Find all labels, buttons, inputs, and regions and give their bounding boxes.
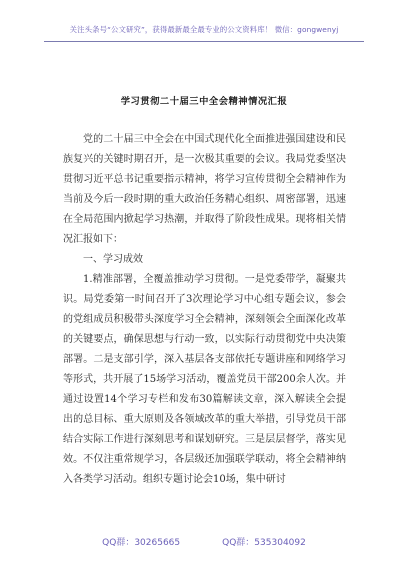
footer-contacts [0,535,408,548]
paragraph-point-1: 1.精准部署，全覆盖推动学习贯彻。一是党委带学，凝聚共识。局党委第一时间召开了3次理论学习中心组专题会议，参会的党组成员积极带头深度学习全会精神，深刻领会全面深化改革的关键要点，确保思想与行动一致，以实际行动贯彻党中央决策部署。二是支部引学，深入基层各支部依托专题讲座和网络学习等形式，共开展了15场学习活动，覆盖党员干部200余人次。并通过设置14个学习专栏和发布30篇解读文章，深入解读全会提出的总目标、重大原则及各领域改革的重大举措，引导党员干部结合实际工作进行深刻思考和谋划研究。三是层层督学，落实见效。不仅注重常规学习，各层级还加强联学联动，将全会精神纳入各类学习活动。组织专题讨论会10场，集中研讨 [63,274,346,485]
header-divider [44,41,364,42]
header-promo-banner: 关注头条号“公文研究”，获得最新最全最专业的公文资料库！ 微信：gongwenyj [69,25,339,34]
footer-qq-group-1: QQ群：30265665 [102,538,181,548]
footer-qq-group-2: QQ群：535304092 [222,538,306,548]
paragraph-intro: 党的二十届三中全会在中国式现代化全面推进强国建设和民族复兴的关键时期召开，是一次极其重要的会议。我局党委坚决贯彻习近平总书记重要指示精神，将学习宣传贯彻全会精神作为当前及今后一段时期的重大政治任务精心组织、周密部署，迅速在全局范围内掀起学习热潮，并取得了阶段性成果。现将相关情况汇报如下： [63,134,346,245]
document-body [63,130,346,490]
document-title: 学习贯彻二十届三中全会精神情况汇报 [120,96,288,107]
section-heading: 一、学习成效 [83,254,143,265]
